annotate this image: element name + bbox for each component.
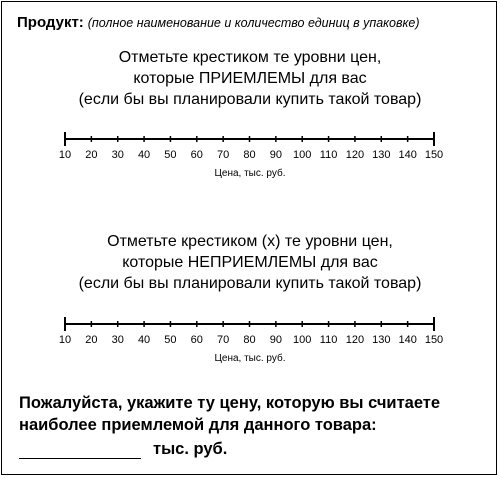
scale-tick-label: 150 — [424, 334, 444, 346]
instruction-line: которые НЕПРИЕМЛЕМЫ для вас — [122, 254, 378, 271]
scale-tick-label: 40 — [137, 334, 151, 346]
closing-question — [19, 392, 440, 436]
scale-tick-label: 70 — [217, 149, 230, 161]
closing-line: Пожалуйста, укажите ту цену, которую вы считаете — [19, 394, 441, 412]
answer-row — [19, 440, 227, 459]
scale-tick-label: 20 — [85, 149, 98, 161]
scale-tick-label: 60 — [190, 149, 203, 161]
scale-tick-label: 120 — [345, 149, 365, 161]
scale-tick-label: 100 — [293, 334, 312, 346]
scale-tick-label: 90 — [269, 334, 282, 346]
scale-tick-label: 130 — [372, 334, 391, 346]
scale-tick-label: 20 — [85, 334, 98, 346]
scale-tick-label: 110 — [319, 334, 338, 346]
scale-tick-label: 70 — [217, 334, 230, 346]
scale-tick-label: 140 — [398, 149, 417, 161]
instruction-line: (если бы вы планировали купить такой товар) — [78, 91, 422, 108]
scale-tick-label: 130 — [372, 149, 391, 161]
product-hint: (полное наименование и количество единиц в упаковке) — [87, 16, 420, 30]
scale-tick-label: 80 — [243, 334, 256, 346]
scale-tick-label: 90 — [269, 149, 282, 161]
acceptable-instruction — [0, 47, 500, 110]
scale-unit-label: Цена, тыс. руб. — [214, 168, 286, 179]
scale-tick-label: 140 — [398, 334, 417, 346]
closing-line: наиболее приемлемой для данного товара: — [19, 416, 377, 434]
scale-axis — [0, 315, 500, 335]
scale-axis — [0, 130, 500, 150]
scale-tick-label: 50 — [164, 149, 177, 161]
product-label: Продукт: — [17, 14, 84, 31]
scale-tick-label: 80 — [243, 149, 256, 161]
acceptable-price-scale[interactable] — [0, 130, 500, 190]
product-line — [17, 14, 420, 31]
scale-tick-label: 110 — [319, 149, 338, 161]
scale-tick-label: 150 — [424, 149, 444, 161]
unacceptable-instruction — [0, 231, 500, 294]
scale-tick-label: 30 — [111, 149, 124, 161]
unacceptable-price-scale[interactable] — [0, 315, 500, 375]
scale-tick-label: 40 — [137, 149, 151, 161]
instruction-line: Отметьте крестиком (х) те уровни цен, — [107, 233, 393, 250]
scale-tick-label: 30 — [111, 334, 124, 346]
answer-unit: тыс. руб. — [153, 440, 228, 458]
instruction-line: (если бы вы планировали купить такой товар) — [78, 275, 422, 292]
instruction-line: Отметьте крестиком те уровни цен, — [118, 49, 382, 66]
scale-tick-label: 100 — [293, 149, 312, 161]
instruction-line: которые ПРИЕМЛЕМЫ для вас — [133, 70, 367, 87]
scale-tick-label: 120 — [345, 334, 365, 346]
scale-unit-label: Цена, тыс. руб. — [214, 353, 286, 364]
scale-tick-label: 50 — [164, 334, 177, 346]
scale-tick-label: 10 — [58, 149, 72, 161]
scale-tick-label: 10 — [58, 334, 72, 346]
scale-tick-label: 60 — [190, 334, 203, 346]
price-answer-field[interactable] — [19, 444, 141, 459]
